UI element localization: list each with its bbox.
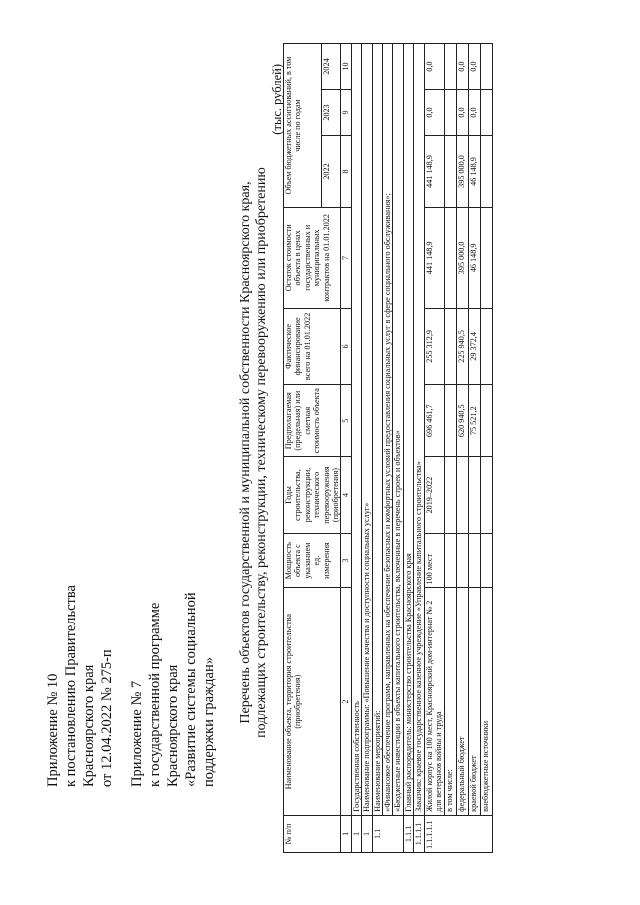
object-y2023: 0,0 bbox=[424, 90, 444, 136]
object-cost: 696 461,7 bbox=[424, 385, 444, 457]
object-y2022: 441 148,9 bbox=[424, 135, 444, 207]
section-row bbox=[383, 44, 393, 853]
column-number: 1 bbox=[341, 815, 351, 852]
header-name: Наименование объекта, территория строительства (приобретения) bbox=[284, 588, 341, 815]
object-remaining: 441 148,9 bbox=[424, 208, 444, 309]
column-numbers-row bbox=[341, 44, 351, 853]
column-number: 6 bbox=[341, 308, 351, 385]
header-capacity: Мощность объекта с указанием ед. измерения bbox=[284, 533, 341, 588]
breakdown-y2023: 0,0 bbox=[456, 90, 468, 136]
section-no: 1.1.1 bbox=[403, 815, 413, 852]
document-title bbox=[238, 0, 270, 905]
section-no: 1.1 bbox=[372, 815, 403, 852]
breakdown-financed: 29 372,4 bbox=[468, 308, 480, 385]
breakdown-remaining bbox=[480, 208, 492, 309]
objects-table bbox=[283, 43, 493, 853]
section-text: «Финансовое обеспечение программ, направленных на обеспечение безопасных и комфортных условий предоставления социальных услуг в сфере социального обслуживания»; bbox=[383, 44, 393, 816]
empty-cell bbox=[468, 457, 480, 534]
object-name: Жилой корпус на 100 мест, Красноярский дом-интернат № 2 для ветеранов войны и труда bbox=[424, 588, 444, 815]
section-no: 1.1.1.1 bbox=[414, 815, 424, 852]
object-financed: 255 312,9 bbox=[424, 308, 444, 385]
header-year-2024: 2024 bbox=[321, 44, 341, 90]
breakdown-financed bbox=[480, 308, 492, 385]
breakdown-y2024: 0,0 bbox=[468, 44, 480, 90]
breakdown-row bbox=[468, 44, 480, 853]
breakdown-cost bbox=[480, 385, 492, 457]
breakdown-cost: 75 521,2 bbox=[468, 385, 480, 457]
header-budget: Объем бюджетных ассигнований, в том числе по годам bbox=[284, 44, 322, 208]
column-number: 4 bbox=[341, 457, 351, 534]
section-row bbox=[372, 44, 382, 853]
object-no: 1.1.1.1.1 bbox=[424, 815, 492, 852]
object-years: 2019–2022 bbox=[424, 457, 444, 534]
breakdown-remaining: 46 148,9 bbox=[468, 208, 480, 309]
column-number: 8 bbox=[341, 135, 351, 207]
appendix-7-line: к государственной программе bbox=[147, 602, 163, 787]
section-text: «Бюджетные инвестиции в объекты капитального строительства, включенные в перечень строек и объектов» bbox=[393, 44, 403, 816]
header-no: № п/п bbox=[284, 815, 341, 852]
breakdown-label: внебюджетные источники bbox=[480, 588, 492, 815]
column-number: 7 bbox=[341, 208, 351, 309]
appendix-7-line: Приложение № 7 bbox=[129, 680, 145, 787]
header-financed: Фактическое финансирование всего на 01.01.2022 bbox=[284, 308, 341, 385]
object-capacity: 100 мест bbox=[424, 533, 444, 588]
breakdown-row bbox=[444, 44, 456, 853]
appendix-10-line: к постановлению Правительства bbox=[63, 585, 79, 787]
breakdown-remaining bbox=[444, 208, 456, 309]
title-line-2: подлежащих строительству, реконструкции, техническому перевооружению или приобретению bbox=[254, 167, 269, 738]
section-text: Наименование мероприятий: bbox=[372, 44, 382, 816]
header-row bbox=[284, 44, 322, 853]
appendix-10-block bbox=[44, 585, 116, 787]
breakdown-y2022: 46 148,9 bbox=[468, 135, 480, 207]
empty-cell bbox=[456, 457, 468, 534]
section-row bbox=[414, 44, 424, 853]
breakdown-y2024 bbox=[480, 44, 492, 90]
section-row bbox=[362, 44, 372, 853]
breakdown-y2024 bbox=[444, 44, 456, 90]
empty-cell bbox=[456, 533, 468, 588]
header-year-2022: 2022 bbox=[321, 135, 341, 207]
breakdown-row bbox=[456, 44, 468, 853]
header-cost: Предполагаемая (предельная) или сметная стоимость объекта bbox=[284, 385, 341, 457]
appendix-10-line: Приложение № 10 bbox=[45, 673, 61, 787]
column-number: 3 bbox=[341, 533, 351, 588]
section-text: Государственная собственность bbox=[351, 44, 361, 816]
header-years: Годы строительства, реконструкции, технического перевооружения (приобретения) bbox=[284, 457, 341, 534]
breakdown-y2023 bbox=[480, 90, 492, 136]
breakdown-remaining: 395 000,0 bbox=[456, 208, 468, 309]
breakdown-cost bbox=[444, 385, 456, 457]
appendix-10-line: от 12.04.2022 № 275-п bbox=[99, 649, 115, 787]
empty-cell bbox=[444, 533, 456, 588]
breakdown-label: в том числе: bbox=[444, 588, 456, 815]
empty-cell bbox=[480, 457, 492, 534]
column-number: 10 bbox=[341, 44, 351, 90]
section-no: 1 bbox=[351, 815, 361, 852]
appendix-10-line: Красноярского края bbox=[81, 664, 97, 787]
title-line-1: Перечень объектов государственной и муниципальной собственности Красноярского края, bbox=[238, 181, 253, 724]
column-number: 5 bbox=[341, 385, 351, 457]
empty-cell bbox=[480, 533, 492, 588]
breakdown-cost: 620 940,5 bbox=[456, 385, 468, 457]
section-no: 1 bbox=[362, 815, 372, 852]
section-text: Главный распорядитель: министерство строительства Красноярского края bbox=[403, 44, 413, 816]
object-row bbox=[424, 44, 444, 853]
breakdown-y2024: 0,0 bbox=[456, 44, 468, 90]
section-text: Наименование подпрограммы: «Повышение качества и доступности социальных услуг» bbox=[362, 44, 372, 816]
section-text: Заказчик: краевое государственное казенное учреждение «Управление капитального строительства» bbox=[414, 44, 424, 816]
breakdown-y2023: 0,0 bbox=[468, 90, 480, 136]
empty-cell bbox=[444, 457, 456, 534]
column-number: 2 bbox=[341, 588, 351, 815]
breakdown-y2022: 395 000,0 bbox=[456, 135, 468, 207]
header-year-2023: 2023 bbox=[321, 90, 341, 136]
section-row bbox=[403, 44, 413, 853]
appendix-7-line: Красноярского края bbox=[165, 664, 181, 787]
breakdown-y2022 bbox=[480, 135, 492, 207]
column-number: 9 bbox=[341, 90, 351, 136]
appendix-7-line: «Развитие системы социальной bbox=[183, 592, 199, 787]
breakdown-financed bbox=[444, 308, 456, 385]
breakdown-label: федеральный бюджет bbox=[456, 588, 468, 815]
breakdown-label: краевой бюджет bbox=[468, 588, 480, 815]
object-y2024: 0,0 bbox=[424, 44, 444, 90]
appendix-7-block bbox=[128, 592, 218, 787]
section-row bbox=[351, 44, 361, 853]
breakdown-y2022 bbox=[444, 135, 456, 207]
unit-label: (тыс. рублей) bbox=[270, 64, 284, 135]
breakdown-y2023 bbox=[444, 90, 456, 136]
section-row bbox=[393, 44, 403, 853]
breakdown-financed: 225 940,5 bbox=[456, 308, 468, 385]
breakdown-row bbox=[480, 44, 492, 853]
empty-cell bbox=[468, 533, 480, 588]
header-remaining: Остаток стоимости объекта в ценах государственных и муниципальных контрактов на 01.01.2022 bbox=[284, 208, 341, 309]
appendix-7-line: поддержки граждан» bbox=[201, 657, 217, 787]
